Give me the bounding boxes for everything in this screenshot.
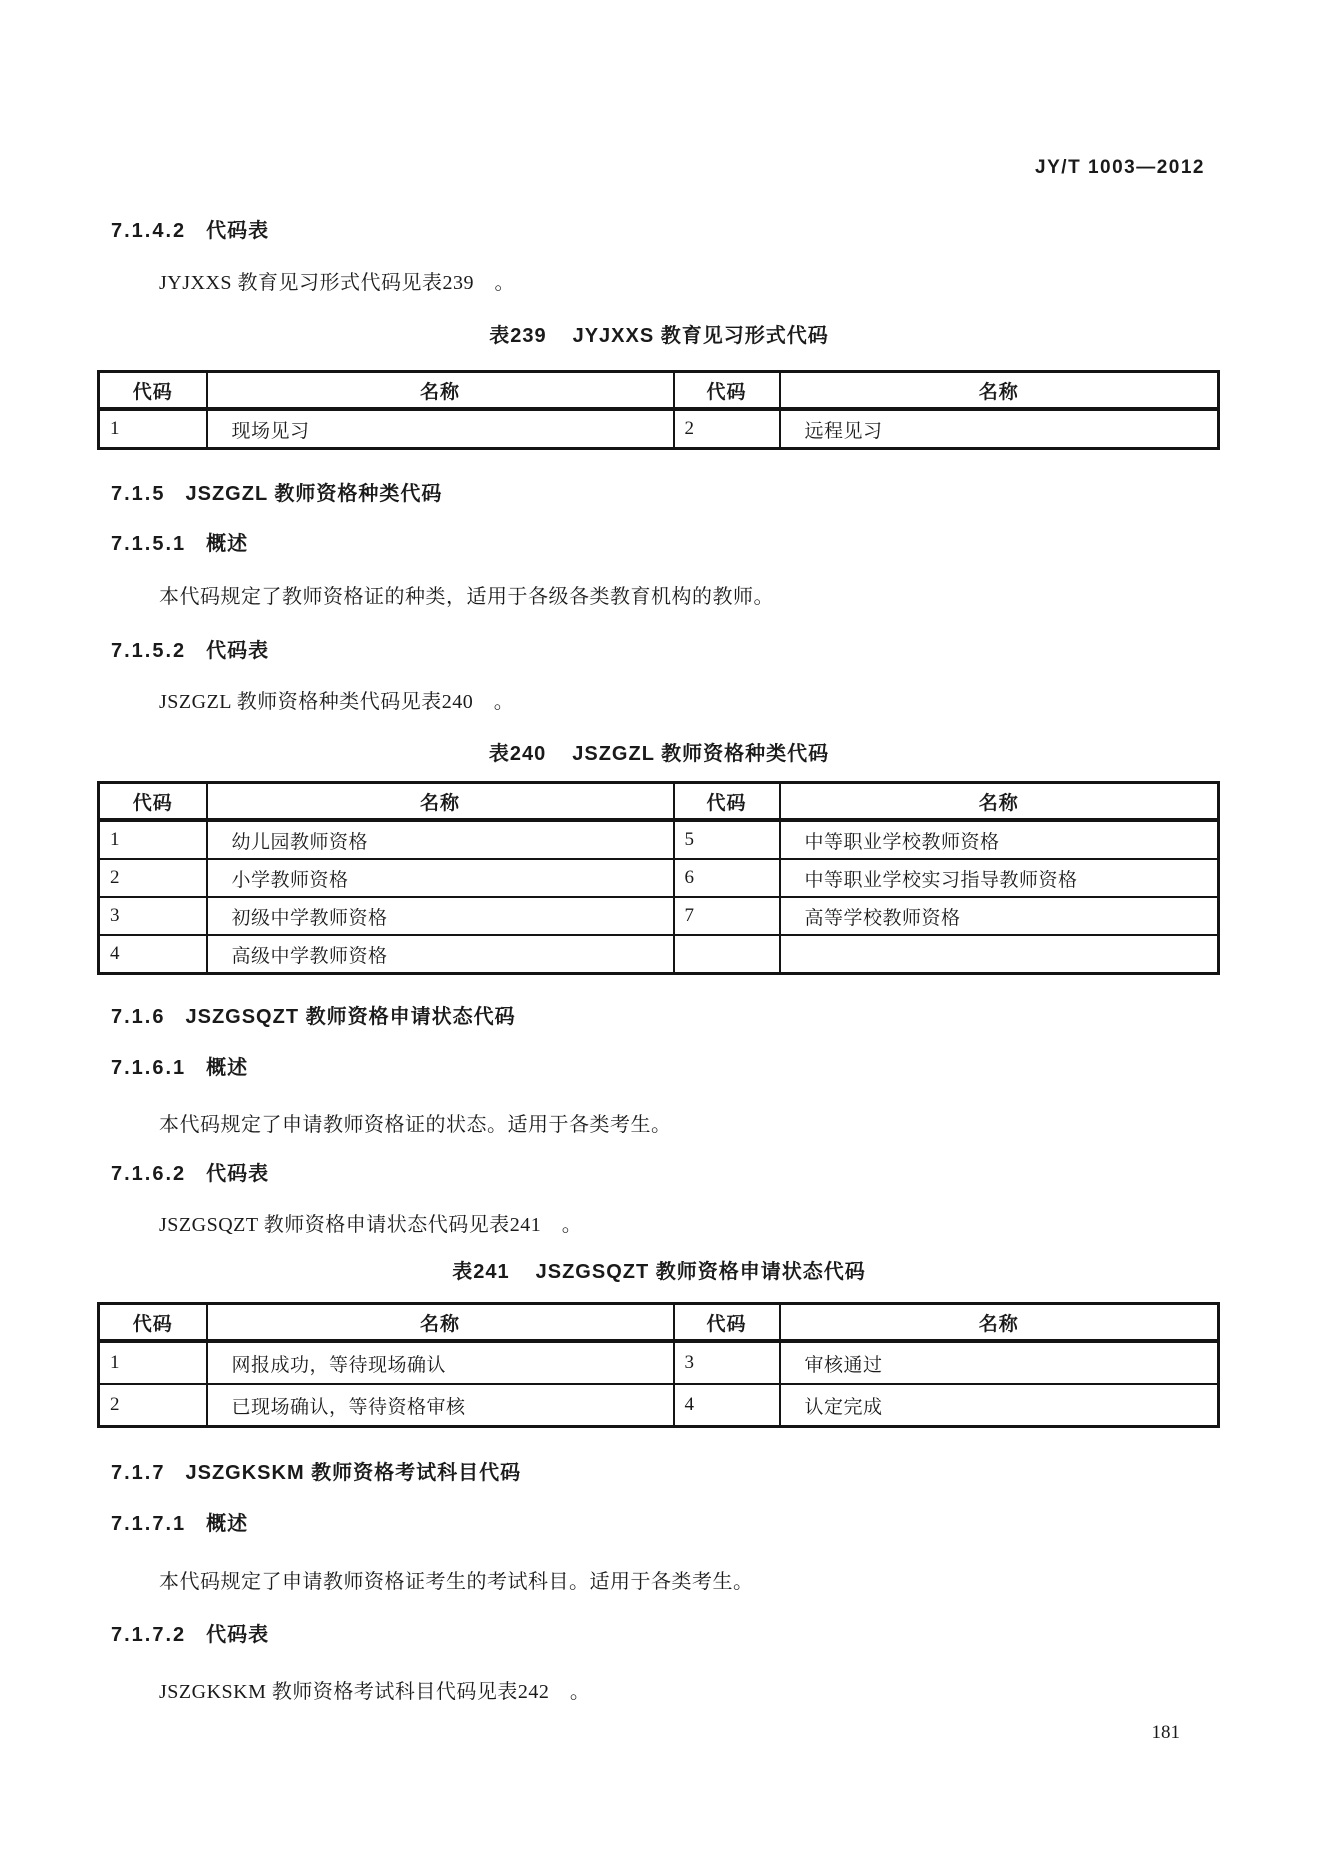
heading-number: 7.1.5 [111,483,166,505]
table-241 [97,1302,1220,1428]
heading-title: JSZGSQZT 教师资格申请状态代码 [185,1006,516,1028]
heading-number: 7.1.7 [111,1462,166,1484]
paragraph: JYJXXS 教育见习形式代码见表239 。 [159,272,516,294]
column-header: 名称 [780,1304,1219,1342]
section-heading [111,218,1221,245]
table-header-row [99,1304,1219,1342]
heading-title: 代码表 [206,640,270,662]
column-header: 名称 [780,372,1219,410]
heading-title: 代码表 [206,220,270,242]
table-row [99,820,1219,859]
table-cell: 现场见习 [207,409,674,449]
paragraph: JSZGSQZT 教师资格申请状态代码见表241 。 [159,1214,583,1236]
table-cell [780,935,1219,974]
table-cell: 小学教师资格 [207,859,674,897]
table-cell: 中等职业学校教师资格 [780,820,1219,859]
document-content [97,218,1221,1706]
doc-number-header: JY/T 1003—2012 [1035,157,1205,178]
section-heading [111,1511,1221,1538]
table-caption [97,741,1221,767]
table-240 [97,781,1220,975]
table-cell: 高级中学教师资格 [207,935,674,974]
table-cell: 审核通过 [780,1341,1219,1384]
table-cell: 3 [674,1341,780,1384]
table-row [99,1384,1219,1427]
table-caption [97,323,1221,349]
heading-title: 概述 [206,1057,249,1079]
table-caption-label: 表241 [452,1261,510,1283]
heading-number: 7.1.6 [111,1006,166,1028]
heading-number: 7.1.5.2 [111,640,187,662]
section-heading [111,1460,1221,1487]
paragraph: JSZGKSKM 教师资格考试科目代码见表242 。 [159,1681,591,1703]
table-cell: 4 [99,935,207,974]
paragraph: 本代码规定了申请教师资格证的状态。适用于各类考生。 [159,1114,672,1136]
heading-number: 7.1.7.1 [111,1513,187,1535]
table-cell: 初级中学教师资格 [207,897,674,935]
section-heading [111,481,1221,508]
table-cell: 6 [674,859,780,897]
heading-title: 概述 [206,533,249,555]
paragraph: 本代码规定了教师资格证的种类，适用于各级各类教育机构的教师。 [159,586,774,608]
table-cell: 3 [99,897,207,935]
column-header: 名称 [207,783,674,821]
table-caption [97,1259,1221,1285]
table-cell: 网报成功，等待现场确认 [207,1341,674,1384]
table-caption-name: JYJXXS 教育见习形式代码 [572,325,829,347]
heading-number: 7.1.6.2 [111,1163,187,1185]
heading-number: 7.1.6.1 [111,1057,187,1079]
table-header-row [99,783,1219,821]
column-header: 名称 [207,1304,674,1342]
table-cell: 远程见习 [780,409,1219,449]
heading-title: JSZGKSKM 教师资格考试科目代码 [185,1462,522,1484]
section-heading [111,1004,1221,1031]
table-cell: 已现场确认，等待资格审核 [207,1384,674,1427]
table-cell: 高等学校教师资格 [780,897,1219,935]
column-header: 代码 [674,1304,780,1342]
table-row [99,1341,1219,1384]
table-cell: 中等职业学校实习指导教师资格 [780,859,1219,897]
heading-number: 7.1.7.2 [111,1624,187,1646]
table-cell: 1 [99,409,207,449]
heading-title: 代码表 [206,1163,270,1185]
table-cell: 2 [99,859,207,897]
table-row [99,897,1219,935]
table-row [99,409,1219,449]
table-caption-label: 表239 [489,325,547,347]
table-cell: 幼儿园教师资格 [207,820,674,859]
page-number: 181 [1151,1722,1180,1743]
column-header: 名称 [780,783,1219,821]
heading-title: JSZGZL 教师资格种类代码 [185,483,443,505]
column-header: 代码 [674,783,780,821]
table-cell [674,935,780,974]
table-row [99,935,1219,974]
section-heading [111,1161,1221,1188]
table-cell: 1 [99,820,207,859]
heading-title: 代码表 [206,1624,270,1646]
table-row [99,859,1219,897]
table-cell: 7 [674,897,780,935]
column-header: 代码 [99,1304,207,1342]
paragraph: JSZGZL 教师资格种类代码见表240 。 [159,691,515,713]
table-caption-name: JSZGSQZT 教师资格申请状态代码 [535,1261,866,1283]
column-header: 名称 [207,372,674,410]
paragraph: 本代码规定了申请教师资格证考生的考试科目。适用于各类考生。 [159,1571,754,1593]
heading-title: 概述 [206,1513,249,1535]
table-cell: 2 [674,409,780,449]
table-cell: 认定完成 [780,1384,1219,1427]
table-caption-label: 表240 [488,743,547,765]
table-header-row [99,372,1219,410]
table-239 [97,370,1220,450]
section-heading [111,1622,1221,1649]
column-header: 代码 [99,372,207,410]
table-cell: 1 [99,1341,207,1384]
section-heading [111,638,1221,665]
column-header: 代码 [674,372,780,410]
table-caption-name: JSZGZL 教师资格种类代码 [572,743,830,765]
section-heading [111,1055,1221,1082]
table-cell: 2 [99,1384,207,1427]
table-cell: 5 [674,820,780,859]
heading-number: 7.1.4.2 [111,220,187,242]
column-header: 代码 [99,783,207,821]
heading-number: 7.1.5.1 [111,533,187,555]
table-cell: 4 [674,1384,780,1427]
section-heading [111,531,1221,558]
